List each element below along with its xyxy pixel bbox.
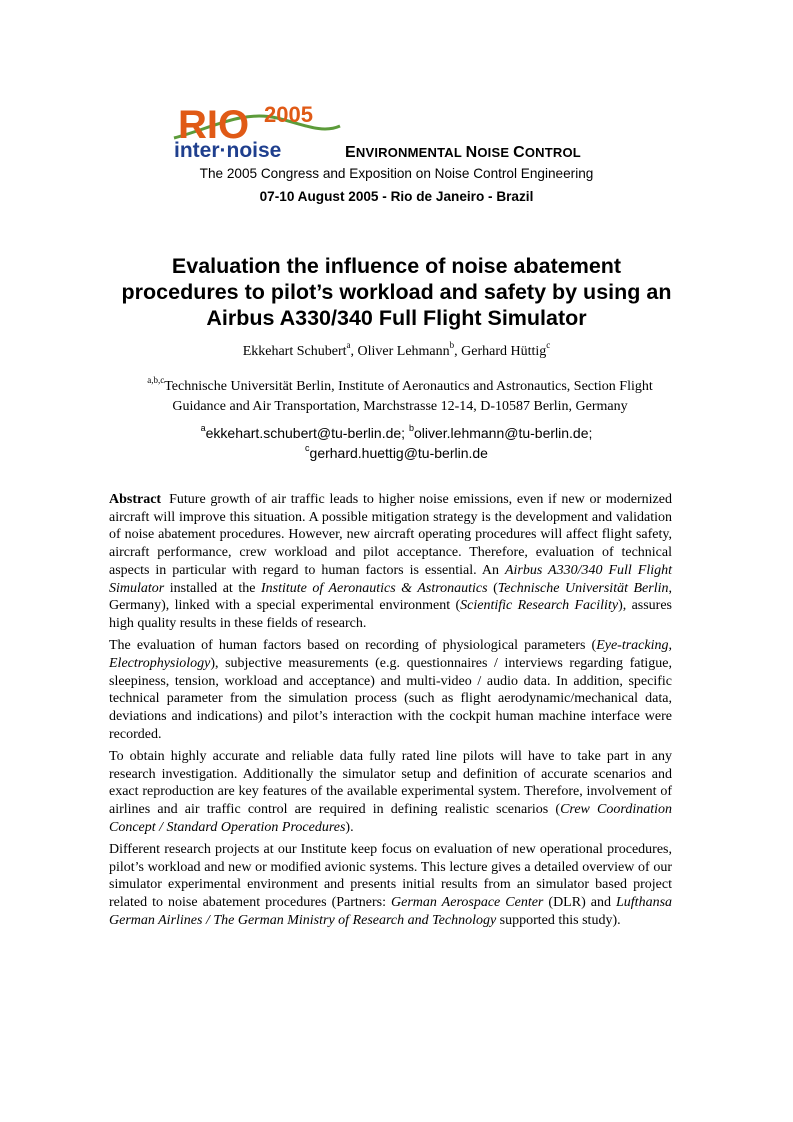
logo-rio-text: RIO (178, 103, 250, 147)
author-name: Oliver Lehmann (357, 344, 450, 359)
logo-year-text: 2005 (264, 102, 313, 127)
abstract-paragraph-4: Different research projects at our Institute keep focus on evaluation of new operational procedures, pilot’s workload and new or modified avionic systems. This lecture gives a detailed overview of our simulator experimental environment and presents initial results from an simulator based project related to noise abatement procedures (Partners: German Aerospace Center (DLR) and Lufthansa German Airlines / The German Ministry of Research and Technology supported this study). (109, 841, 673, 928)
affiliation: $^{a,b,c}$Technische Universität Berlin, Institute of Aeronautics and Astronautics, Section Flight Guidance and Air Transportation, Marchstrasse 12-14, D-10587 Berlin, Germany (147, 375, 653, 414)
author-list: Ekkehart Schubert$^a$, Oliver Lehmann$^b$, Gerhard Hüttig$^c$ (242, 340, 551, 359)
paper-title: Evaluation the influence of noise abatement procedures to pilot’s workload and safety by using an Airbus A330/340 Full Flight Simulator (121, 254, 672, 330)
abstract-paragraph-2: The evaluation of human factors based on recording of physiological parameters (Eye-tracking, Electrophysiology), subjective measurements (e.g. questionnaires / interviews regarding fatigue, sleepiness, tension, workload and acceptance) and multi-video / audio data. In addition, specific technical parameter from the simulation process (such as flight aerodynamic/mechanical data, deviations and indications) and pilot’s interaction with the cockpit human machine interface were recorded. (109, 638, 672, 742)
rio-internoise-2005-logo (172, 98, 342, 160)
abstract-label: Abstract (109, 492, 162, 507)
author-emails: $^a$ekkehart.schubert@tu-berlin.de; $^b$oliver.lehmann@tu-berlin.de; $^c$gerhard.huettig@tu-berlin.de (200, 423, 593, 461)
logo-internoise-text: inter·noise (174, 139, 282, 160)
abstract-paragraph-1: Abstract Future growth of air traffic leads to higher noise emissions, even if new or modernized aircraft will improve this situation. A possible mitigation strategy is the development and validation of noise abatement procedures. However, new aircraft operating procedures will affect flight safety, aircraft performance, crew workload and pilot acceptance. Therefore, evaluation of technical aspects in particular with regard to human factors is essential. An Airbus A330/340 Full Flight Simulator installed at the Institute of Aeronautics & Astronautics (Technische Universität Berlin, Germany), linked with a special experimental environment (Scientific Research Facility), assures high quality results in these fields of research. (109, 492, 673, 631)
abstract-paragraph-3: To obtain highly accurate and reliable data fully rated line pilots will have to take part in any research investigation. Additionally the simulator setup and definition of accurate scenarios and exact reproduction are key features of the available experimental system. Therefore, involvement of airlines and air traffic control are required in defining realistic scenarios (Crew Coordination Concept / Standard Operation Procedures). (109, 748, 672, 835)
conference-subtitle: The 2005 Congress and Exposition on Noise Control Engineering (199, 166, 594, 181)
email-address: gerhard.huettig@tu-berlin.de (309, 445, 488, 461)
conference-dates: 07-10 August 2005 - Rio de Janeiro - Brazil (259, 189, 534, 204)
email-address: oliver.lehmann@tu-berlin.de; (413, 425, 593, 441)
author-name: Gerhard Hüttig (461, 344, 547, 359)
author-name: Ekkehart Schubert (242, 344, 347, 359)
conference-name: ENVIRONMENTAL NOISE CONTROL (345, 144, 581, 161)
abstract-section (109, 491, 672, 934)
email-address: ekkehart.schubert@tu-berlin.de; (205, 425, 406, 441)
